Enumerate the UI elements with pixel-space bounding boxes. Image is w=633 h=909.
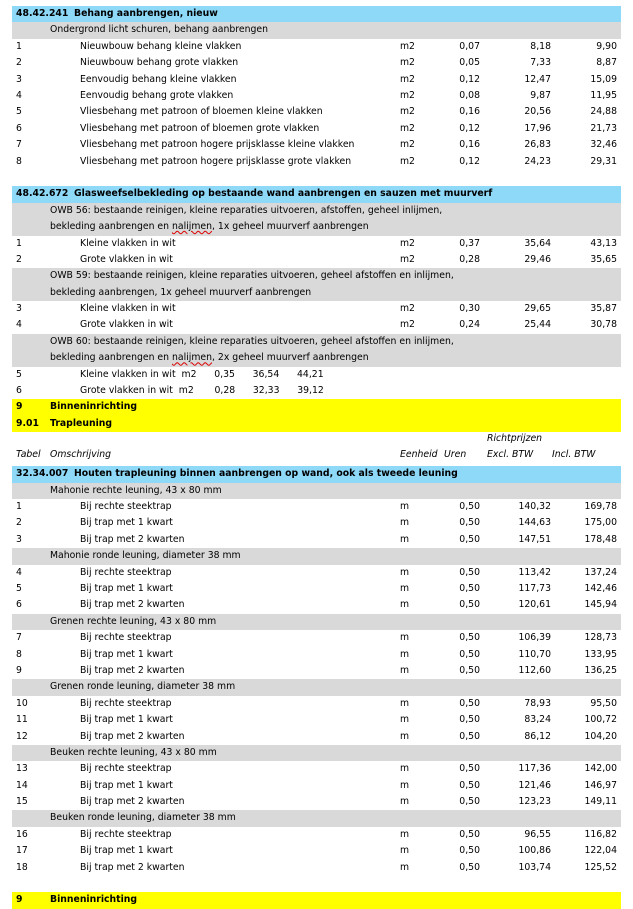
row-unit: m	[400, 779, 410, 791]
section-header	[12, 6, 621, 22]
row-price-excl: 113,42	[518, 566, 551, 578]
row-description: Bij trap met 1 kwart	[80, 714, 173, 726]
row-description: Vliesbehang met patroon of bloemen kleine vlakken	[80, 106, 323, 118]
row-description: Vliesbehang met patroon of bloemen grote vlakken	[80, 122, 320, 134]
row-number: 3	[16, 73, 22, 85]
col-tabel: Tabel	[16, 449, 41, 461]
row-unit: m	[400, 599, 410, 611]
group-label	[12, 483, 621, 499]
row-description: Bij trap met 2 kwarten	[80, 533, 185, 545]
row-hours: 0,50	[459, 697, 480, 709]
row-hours: 0,50	[459, 599, 480, 611]
row-number: 16	[16, 828, 28, 840]
row-number: 7	[16, 139, 22, 151]
row-unit: m	[400, 763, 410, 775]
chapter-header	[12, 399, 621, 415]
group-label-text: Beuken ronde leuning, diameter 38 mm	[50, 812, 236, 824]
row-unit: m2	[400, 303, 415, 315]
row-hours: 0,28	[459, 253, 480, 265]
row-description: Grote vlakken in wit	[80, 319, 173, 331]
row-description: Vliesbehang met patroon hogere prijsklasse kleine vlakken	[80, 139, 355, 151]
row-number: 4	[16, 89, 22, 101]
column-header	[12, 432, 621, 466]
row-price-incl: 30,78	[590, 319, 617, 331]
row-unit: m	[400, 828, 410, 840]
row-price-excl: 103,74	[518, 861, 551, 873]
row-hours: 0,50	[459, 664, 480, 676]
section-title: Houten trapleuning binnen aanbrengen op wand, ook als tweede leuning	[74, 468, 458, 480]
row-price-incl: 137,24	[584, 566, 617, 578]
row-price-excl: 144,63	[518, 517, 551, 529]
row-unit: m	[400, 845, 410, 857]
table-row	[12, 104, 621, 120]
row-description: Bij trap met 1 kwart	[80, 517, 173, 529]
spelling-mark: nalijmen	[172, 221, 213, 233]
row-unit: m2	[400, 89, 415, 101]
row-unit: m	[400, 517, 410, 529]
chapter-title: Binneninrichting	[50, 401, 138, 413]
owb-note-line: OWB 56: bestaande reinigen, kleine reparaties uitvoeren, afstoffen, geheel inlijmen,	[50, 204, 443, 216]
chapter-code: 9.01	[16, 417, 39, 429]
col-incl: Incl. BTW	[552, 449, 596, 461]
row-number: 8	[16, 648, 22, 660]
row-price-excl: 17,96	[524, 122, 551, 134]
row-number: 5	[16, 106, 22, 118]
row-unit: m	[400, 648, 410, 660]
row-number: 5	[16, 582, 22, 594]
row-unit: m2	[400, 155, 415, 167]
owb-note	[12, 268, 621, 301]
row-price-incl: 29,31	[590, 155, 617, 167]
owb-note-line: bekleding aanbrengen, 1x geheel muurverf aanbrengen	[50, 286, 312, 298]
row-unit: m2	[400, 40, 415, 52]
table-row	[12, 383, 621, 399]
row-number: 6	[16, 385, 22, 397]
owb-note	[12, 334, 621, 367]
table-row	[12, 72, 621, 88]
row-description: Bij trap met 2 kwarten	[80, 730, 185, 742]
section3-groups	[12, 483, 621, 876]
row-price-incl: 178,48	[584, 533, 617, 545]
row-price-excl: 8,18	[530, 40, 551, 52]
spacer	[12, 876, 621, 892]
row-price-excl: 20,56	[524, 106, 551, 118]
group-label-text: Grenen rechte leuning, 43 x 80 mm	[50, 615, 217, 627]
row-unit: m	[400, 566, 410, 578]
row-number: 3	[16, 303, 22, 315]
row-unit: m	[400, 501, 410, 513]
group-label-text: Grenen ronde leuning, diameter 38 mm	[50, 681, 236, 693]
row-text: Kleine vlakken in wit m2 0,35 36,54 44,21	[80, 368, 324, 380]
owb56-rows	[12, 236, 621, 269]
table-row	[12, 581, 621, 597]
row-number: 2	[16, 57, 22, 69]
row-price-incl: 95,50	[590, 697, 617, 709]
col-richtprijzen: Richtprijzen	[487, 433, 543, 445]
row-price-incl: 35,87	[590, 303, 617, 315]
table-row	[12, 827, 621, 843]
row-price-incl: 142,00	[584, 763, 617, 775]
row-description: Bij trap met 1 kwart	[80, 582, 173, 594]
spacer	[12, 170, 621, 186]
owb60-rows	[12, 367, 621, 400]
row-description: Bij rechte steektrap	[80, 697, 172, 709]
row-price-incl: 32,46	[590, 139, 617, 151]
col-eenheid: Eenheid	[400, 449, 438, 461]
table-row	[12, 860, 621, 876]
row-hours: 0,50	[459, 566, 480, 578]
table-row	[12, 88, 621, 104]
row-hours: 0,12	[459, 73, 480, 85]
row-unit: m	[400, 861, 410, 873]
row-description: Bij trap met 1 kwart	[80, 779, 173, 791]
row-hours: 0,50	[459, 730, 480, 742]
row-hours: 0,16	[459, 139, 480, 151]
owb-note-text: bekleding aanbrengen en	[50, 352, 172, 364]
row-price-excl: 147,51	[518, 533, 551, 545]
row-price-incl: 122,04	[584, 845, 617, 857]
chapter-code: 9	[16, 894, 23, 906]
row-number: 6	[16, 122, 22, 134]
row-description: Kleine vlakken in wit	[80, 303, 176, 315]
row-number: 10	[16, 697, 28, 709]
row-price-excl: 9,87	[530, 89, 551, 101]
table-row	[12, 647, 621, 663]
row-unit: m2	[400, 57, 415, 69]
row-price-excl: 7,33	[530, 57, 551, 69]
row-price-excl: 26,83	[524, 139, 551, 151]
row-unit: m	[400, 533, 410, 545]
group-label	[12, 548, 621, 564]
row-price-incl: 21,73	[590, 122, 617, 134]
row-text: Grote vlakken in wit m2 0,28 32,33 39,12	[80, 385, 324, 397]
row-hours: 0,12	[459, 122, 480, 134]
row-number: 8	[16, 155, 22, 167]
group-rows	[12, 761, 621, 810]
row-hours: 0,50	[459, 796, 480, 808]
row-hours: 0,50	[459, 501, 480, 513]
row-number: 2	[16, 517, 22, 529]
row-hours: 0,50	[459, 779, 480, 791]
row-hours: 0,08	[459, 89, 480, 101]
row-unit: m2	[400, 237, 415, 249]
row-hours: 0,50	[459, 533, 480, 545]
row-description: Eenvoudig behang grote vlakken	[80, 89, 234, 101]
owb-note	[12, 203, 621, 236]
table-row	[12, 778, 621, 794]
row-price-excl: 83,24	[524, 714, 551, 726]
row-number: 12	[16, 730, 28, 742]
table-row	[12, 597, 621, 613]
section1-rows	[12, 39, 621, 170]
table-row	[12, 55, 621, 71]
row-number: 13	[16, 763, 28, 775]
row-price-excl: 106,39	[518, 632, 551, 644]
row-price-incl: 136,25	[584, 664, 617, 676]
row-price-incl: 133,95	[584, 648, 617, 660]
row-number: 1	[16, 501, 22, 513]
row-price-incl: 24,88	[590, 106, 617, 118]
row-unit: m2	[400, 73, 415, 85]
row-hours: 0,50	[459, 861, 480, 873]
row-number: 14	[16, 779, 28, 791]
row-hours: 0,24	[459, 319, 480, 331]
owb-note-text: , 1x geheel muurverf aanbrengen	[212, 221, 369, 233]
group-rows	[12, 630, 621, 679]
group-rows	[12, 827, 621, 876]
row-hours: 0,07	[459, 40, 480, 52]
row-unit: m	[400, 697, 410, 709]
row-price-incl: 145,94	[584, 599, 617, 611]
row-description: Bij trap met 2 kwarten	[80, 796, 185, 808]
row-hours: 0,30	[459, 303, 480, 315]
table-row	[12, 121, 621, 137]
owb-note-line: OWB 59: bestaande reinigen, kleine reparaties uitvoeren, geheel afstoffen en inlijmen,	[50, 270, 454, 282]
table-row	[12, 252, 621, 268]
row-hours: 0,37	[459, 237, 480, 249]
chapter-title: Trapleuning	[50, 417, 113, 429]
row-price-incl: 11,95	[590, 89, 617, 101]
section-code: 48.42.241	[16, 8, 69, 19]
row-price-excl: 29,65	[524, 303, 551, 315]
row-unit: m2	[400, 319, 415, 331]
row-description: Bij rechte steektrap	[80, 763, 172, 775]
row-description: Bij trap met 2 kwarten	[80, 664, 185, 676]
table-row	[12, 499, 621, 515]
chapter-header	[12, 892, 621, 908]
row-price-excl: 117,73	[518, 582, 551, 594]
owb-note-text: bekleding aanbrengen en	[50, 221, 172, 233]
price-document	[12, 6, 621, 909]
row-number: 4	[16, 319, 22, 331]
row-number: 11	[16, 714, 28, 726]
row-price-excl: 112,60	[518, 664, 551, 676]
group-rows	[12, 499, 621, 548]
row-price-incl: 175,00	[584, 517, 617, 529]
row-description: Kleine vlakken in wit	[80, 237, 176, 249]
col-excl: Excl. BTW	[487, 449, 534, 461]
group-label-text: Mahonie rechte leuning, 43 x 80 mm	[50, 484, 222, 496]
section-code: 32.34.007	[16, 468, 69, 480]
row-hours: 0,12	[459, 155, 480, 167]
row-unit: m2	[400, 139, 415, 151]
row-unit: m	[400, 714, 410, 726]
group-label-text: Mahonie ronde leuning, diameter 38 mm	[50, 550, 241, 562]
table-row	[12, 515, 621, 531]
row-price-incl: 43,13	[590, 237, 617, 249]
table-row	[12, 565, 621, 581]
row-description: Bij trap met 2 kwarten	[80, 599, 185, 611]
owb-note-text: , 2x geheel muurverf aanbrengen	[212, 352, 369, 364]
col-omschrijving: Omschrijving	[50, 449, 112, 461]
row-unit: m	[400, 796, 410, 808]
group-label-text: Beuken rechte leuning, 43 x 80 mm	[50, 746, 217, 758]
table-row	[12, 154, 621, 170]
row-price-excl: 121,46	[518, 779, 551, 791]
row-price-excl: 120,61	[518, 599, 551, 611]
row-price-incl: 116,82	[584, 828, 617, 840]
row-number: 7	[16, 632, 22, 644]
row-number: 1	[16, 40, 22, 52]
row-price-excl: 86,12	[524, 730, 551, 742]
table-row	[12, 367, 621, 383]
row-price-incl: 104,20	[584, 730, 617, 742]
table-row	[12, 236, 621, 252]
row-hours: 0,50	[459, 763, 480, 775]
row-price-incl: 15,09	[590, 73, 617, 85]
row-number: 6	[16, 599, 22, 611]
table-row	[12, 761, 621, 777]
table-row	[12, 630, 621, 646]
row-price-incl: 100,72	[584, 714, 617, 726]
chapter-code: 9	[16, 401, 23, 413]
section-title: Glasweefselbekleding op bestaande wand aanbrengen en sauzen met muurverf	[74, 188, 493, 200]
row-hours: 0,16	[459, 106, 480, 118]
row-unit: m	[400, 632, 410, 644]
row-hours: 0,50	[459, 845, 480, 857]
table-row	[12, 663, 621, 679]
section-code: 48.42.672	[16, 188, 69, 200]
row-description: Nieuwbouw behang kleine vlakken	[80, 40, 242, 52]
row-description: Vliesbehang met patroon hogere prijsklasse grote vlakken	[80, 155, 352, 167]
row-hours: 0,50	[459, 582, 480, 594]
row-price-excl: 25,44	[524, 319, 551, 331]
group-rows	[12, 696, 621, 745]
row-description: Bij rechte steektrap	[80, 828, 172, 840]
table-row	[12, 696, 621, 712]
group-label	[12, 614, 621, 630]
spelling-mark: nalijmen	[172, 352, 213, 364]
row-price-incl: 125,52	[584, 861, 617, 873]
row-hours: 0,50	[459, 632, 480, 644]
row-description: Bij trap met 2 kwarten	[80, 861, 185, 873]
owb-note-line	[50, 350, 621, 366]
row-number: 5	[16, 368, 22, 380]
table-row	[12, 301, 621, 317]
owb-note-line: OWB 60: bestaande reinigen, kleine reparaties uitvoeren, geheel afstoffen en inlijmen,	[50, 335, 454, 347]
row-price-excl: 117,36	[518, 763, 551, 775]
row-description: Bij rechte steektrap	[80, 566, 172, 578]
row-unit: m	[400, 664, 410, 676]
row-price-excl: 12,47	[524, 73, 551, 85]
row-number: 18	[16, 861, 28, 873]
table-row	[12, 794, 621, 810]
row-number: 1	[16, 237, 22, 249]
table-row	[12, 712, 621, 728]
row-description: Bij rechte steektrap	[80, 501, 172, 513]
row-hours: 0,05	[459, 57, 480, 69]
row-number: 2	[16, 253, 22, 265]
section-header	[12, 466, 621, 482]
row-description: Nieuwbouw behang grote vlakken	[80, 57, 239, 69]
row-price-incl: 9,90	[596, 40, 617, 52]
row-description: Bij rechte steektrap	[80, 632, 172, 644]
row-price-incl: 146,97	[584, 779, 617, 791]
table-row	[12, 39, 621, 55]
row-price-excl: 78,93	[524, 697, 551, 709]
row-price-incl: 169,78	[584, 501, 617, 513]
row-unit: m	[400, 730, 410, 742]
row-description: Grote vlakken in wit	[80, 253, 173, 265]
group-rows	[12, 565, 621, 614]
table-row	[12, 137, 621, 153]
row-unit: m2	[400, 253, 415, 265]
row-price-excl: 24,23	[524, 155, 551, 167]
row-unit: m	[400, 582, 410, 594]
row-hours: 0,50	[459, 648, 480, 660]
group-label	[12, 22, 621, 38]
row-price-incl: 8,87	[596, 57, 617, 69]
row-price-incl: 142,46	[584, 582, 617, 594]
row-price-incl: 149,11	[584, 796, 617, 808]
row-description: Bij trap met 1 kwart	[80, 845, 173, 857]
row-price-incl: 128,73	[584, 632, 617, 644]
section-header	[12, 186, 621, 202]
row-price-incl: 35,65	[590, 253, 617, 265]
row-price-excl: 123,23	[518, 796, 551, 808]
row-price-excl: 140,32	[518, 501, 551, 513]
group-label-text: Ondergrond licht schuren, behang aanbrengen	[50, 24, 268, 36]
table-row	[12, 729, 621, 745]
row-price-excl: 100,86	[518, 845, 551, 857]
owb59-rows	[12, 301, 621, 334]
row-number: 17	[16, 845, 28, 857]
col-uren: Uren	[444, 449, 467, 461]
row-price-excl: 35,64	[524, 237, 551, 249]
table-row	[12, 317, 621, 333]
table-row	[12, 843, 621, 859]
row-number: 9	[16, 664, 22, 676]
row-price-excl: 110,70	[518, 648, 551, 660]
row-price-excl: 29,46	[524, 253, 551, 265]
row-number: 4	[16, 566, 22, 578]
group-label	[12, 810, 621, 826]
row-hours: 0,50	[459, 714, 480, 726]
row-number: 3	[16, 533, 22, 545]
chapter-title: Binneninrichting	[50, 894, 138, 906]
owb-note-line	[50, 219, 621, 235]
subchapter-header	[12, 416, 621, 432]
row-unit: m2	[400, 106, 415, 118]
row-unit: m2	[400, 122, 415, 134]
group-label	[12, 679, 621, 695]
row-price-excl: 96,55	[524, 828, 551, 840]
group-label	[12, 745, 621, 761]
row-hours: 0,50	[459, 828, 480, 840]
row-hours: 0,50	[459, 517, 480, 529]
row-number: 15	[16, 796, 28, 808]
row-description: Bij trap met 1 kwart	[80, 648, 173, 660]
section-title: Behang aanbrengen, nieuw	[74, 8, 218, 19]
table-row	[12, 532, 621, 548]
row-description: Eenvoudig behang kleine vlakken	[80, 73, 237, 85]
